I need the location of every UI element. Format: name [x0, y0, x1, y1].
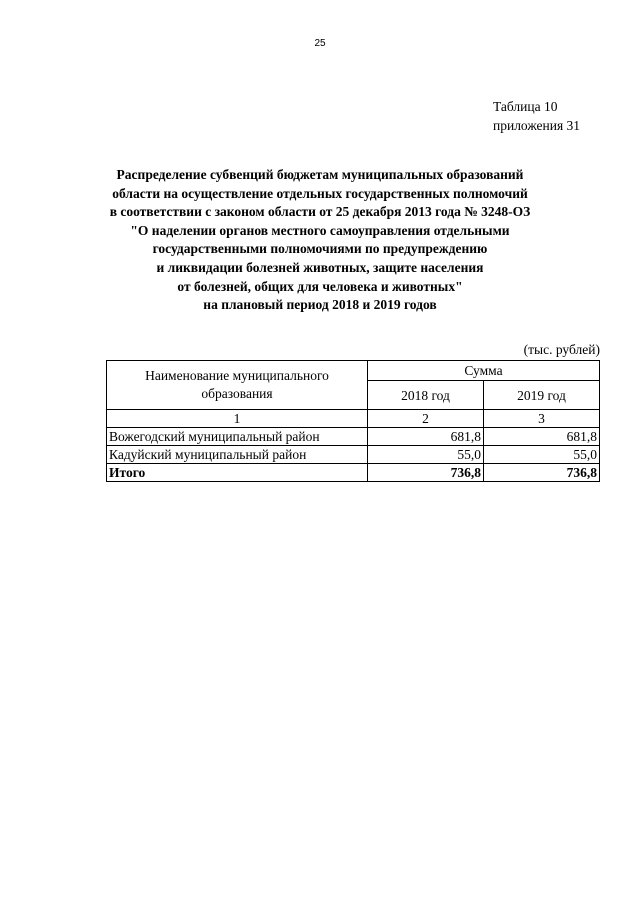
document-title [60, 166, 580, 315]
total-row [107, 464, 600, 482]
title-line: и ликвидации болезней животных, защите населения [156, 259, 484, 275]
title-line: государственными полномочиями по предупреждению [152, 241, 488, 257]
amount-2019: 55,0 [484, 446, 600, 464]
total-2019: 736,8 [484, 464, 600, 482]
table-header-row [107, 361, 600, 381]
title-line: области на осуществление отдельных государственных полномочий [112, 185, 528, 201]
title-line: "О наделении органов местного самоуправления отдельными [130, 222, 510, 238]
title-line: на плановый период 2018 и 2019 годов [203, 297, 437, 313]
header-municipality-line2: образования [201, 386, 273, 401]
table-row [107, 446, 600, 464]
column-number: 3 [484, 410, 600, 428]
municipality-name: Вожегодский муниципальный район [107, 428, 368, 446]
units-label: (тыс. рублей) [523, 342, 600, 357]
column-number: 1 [107, 410, 368, 428]
table-row [107, 428, 600, 446]
total-2018: 736,8 [368, 464, 484, 482]
amount-2018: 55,0 [368, 446, 484, 464]
page-number: 25 [314, 38, 326, 49]
table-reference-line2: приложения 31 [493, 118, 581, 133]
municipality-name: Кадуйский муниципальный район [107, 446, 368, 464]
column-number: 2 [368, 410, 484, 428]
header-sum: Сумма [368, 361, 600, 381]
header-municipality-line1: Наименование муниципального [145, 368, 329, 383]
amount-2019: 681,8 [484, 428, 600, 446]
subvention-table [106, 360, 600, 482]
table-reference [493, 97, 633, 135]
header-municipality [107, 361, 368, 410]
title-line: в соответствии с законом области от 25 декабря 2013 года № 3248-ОЗ [109, 204, 531, 220]
column-number-row [107, 410, 600, 428]
title-line: от болезней, общих для человека и животных" [177, 278, 463, 294]
title-line: Распределение субвенций бюджетам муниципальных образований [116, 167, 524, 182]
table-reference-line1: Таблица 10 [493, 99, 558, 114]
total-label: Итого [107, 464, 368, 482]
header-year-2019: 2019 год [484, 381, 600, 410]
header-year-2018: 2018 год [368, 381, 484, 410]
amount-2018: 681,8 [368, 428, 484, 446]
